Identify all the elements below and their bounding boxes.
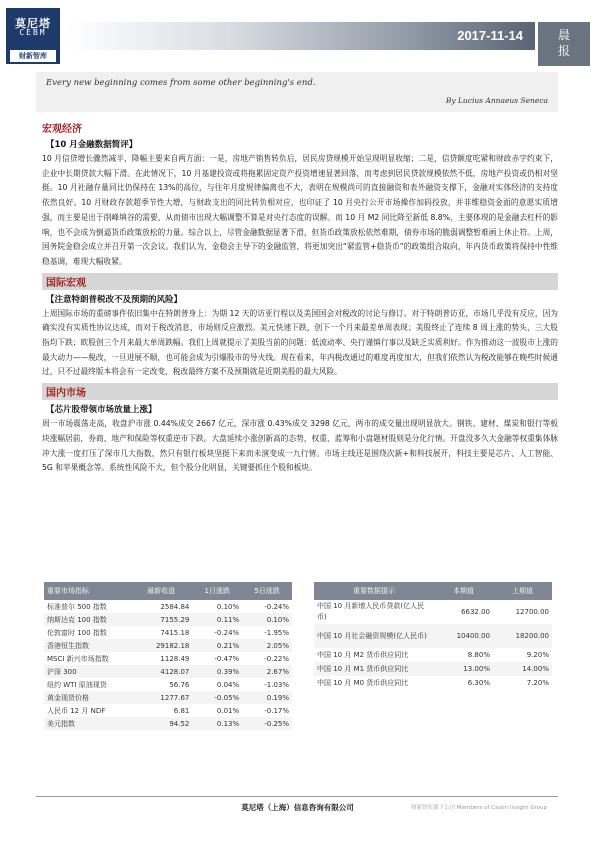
indicator-name: 黄金现货价格 xyxy=(47,693,89,702)
indicator-value: 94.52 xyxy=(169,719,190,728)
section-macro xyxy=(42,120,558,270)
market-table-body xyxy=(44,600,292,730)
indicator-value: 2584.84 xyxy=(160,602,190,611)
indicator-value: 2.05% xyxy=(266,641,289,650)
indicator-name: 标准普尔 500 指数 xyxy=(47,602,107,611)
indicator-name: 纳斯达克 100 指数 xyxy=(47,615,107,624)
indicator-value: 0.13% xyxy=(216,719,240,728)
indicator-value: 0.21% xyxy=(216,641,240,650)
data-highlights-table xyxy=(314,582,552,690)
indicator-value: -1.03% xyxy=(264,680,289,689)
indicator-value: -0.17% xyxy=(264,706,289,715)
indicator-name: 香港恒生指数 xyxy=(47,641,89,650)
table-row xyxy=(314,648,552,662)
indicator-name: 美元指数 xyxy=(47,719,75,728)
table-row xyxy=(314,600,552,624)
table-row xyxy=(314,624,552,648)
data-value-cell: 14.00% xyxy=(522,665,549,673)
column-header: 5日涨跌 xyxy=(242,582,292,600)
data-name-cell: 中国 10 月 M1 货币供应同比 xyxy=(317,665,409,673)
table-row xyxy=(44,678,292,691)
quote-text: Every new beginning comes from some other beginning's end. xyxy=(46,78,316,88)
table-row xyxy=(44,665,292,678)
footer-note: 财新智库旗下公司 Members of Caixin Insight Group xyxy=(411,805,547,811)
indicator-value: 56.76 xyxy=(169,680,190,689)
footer-divider xyxy=(36,796,558,797)
table-row xyxy=(44,626,292,639)
section-subtitle: 【注意特朗普税改不及预期的风险】 xyxy=(46,294,183,305)
column-header: 1日涨跌 xyxy=(192,582,242,600)
table-row xyxy=(44,652,292,665)
data-name-cell: 中国 10 月新增人民币贷款(亿人民币) xyxy=(317,602,425,621)
section-title: 国内市场 xyxy=(42,383,558,400)
indicator-value: -0.24% xyxy=(264,602,289,611)
section-body: 10 月信贷增长骤然减半，降幅主要来自两方面：一是，房地产销售转负后，居民房贷规模开始呈现明显收缩；二是，信贷额度吃紧和财政赤字约束下，企业中长期贷款大幅下滑。在此情况下，10 月基建投资或将拖累固定资产投资增速显著回落，而考虑到居民贷款规模依然不低，房地产投资或仍相对坚挺。10 月社融存量同比仍保持在 13%的高位，与往年月度规律偏离也不大，表明在规模尚可的直接融资和表外融资支撑下，金融对实体经济的支持度依然良好。10 月财政存款超季节性大增，与财政支出的同比转负相对应，也印证了 10 月央行公开市场操作加码投放，并非维稳资金面的意愿实质增强，而主要是出于削峰填谷的需要，从而债市出现大幅调整不算是对央行态度的误解。而 10 月 M2 同比降至新低 8.8%，主要体现的是金融去杠杆的影响，也不会成为倒逼货币政策放松的力量。综合以上，尽管金融数据显著下滑，但货币政策放松依然难期，债券市场的脆弱调整暂难画上休止符。上周，国务院金稳会成立并召开第一次会议。我们认为，金稳会主导下的金融监管，将更加突出“紧监管+稳货币”的政策组合取向，年内货币政策将保持中性维稳基调，难现大幅收紧。 xyxy=(42,154,558,266)
company-logo xyxy=(6,8,60,64)
table-row xyxy=(44,717,292,730)
indicator-value: -0.22% xyxy=(264,654,289,663)
report-date: 2017-11-14 xyxy=(457,28,523,43)
indicator-value: 7415.18 xyxy=(160,628,190,637)
column-header: 上期值 xyxy=(493,582,552,600)
indicator-value: 0.10% xyxy=(266,615,289,624)
data-name-cell: 中国 10 月 M0 货币供应同比 xyxy=(317,679,409,687)
indicator-name: MSCI 新兴市场指数 xyxy=(47,654,109,663)
indicator-value: 1277.67 xyxy=(160,693,190,702)
section-title: 宏观经济 xyxy=(42,124,82,135)
section-subtitle: 【10 月金融数据简评】 xyxy=(46,140,138,150)
market-indicators-table xyxy=(44,582,292,730)
report-header xyxy=(0,0,595,66)
indicator-value: -0.24% xyxy=(214,628,240,637)
report-type-char-1: 晨 xyxy=(557,28,570,42)
footer-company: 莫尼塔（上海）信息咨询有限公司 xyxy=(241,803,354,812)
report-footer xyxy=(0,796,595,818)
logo-chinese-name: 莫尼塔 xyxy=(15,17,51,30)
table-row xyxy=(44,691,292,704)
data-value-cell: 6.30% xyxy=(467,679,490,687)
indicator-value: -1.95% xyxy=(264,628,289,637)
table-row xyxy=(44,639,292,652)
section-body: 上周国际市场的重磅事件依旧集中在特朗普身上：为期 12 天的访亚行程以及美国国会对税改的讨论与修订。对于特朗普访亚，市场几乎没有反应，因为确实没有实质性协议达成，而对于税改消息，市场则反应激烈。美元快速下跌，创下一个月来最差单周表现；美股终止了连续 8 周上涨的势头，三大股指均下跌；欧股创三个月来最大单周跌幅。我们上周就提示了美股当前的问题：低波动率、央行谨慎行事以及缺乏实质利好。作为推动这一波股市上涨的最大动力——税改，一旦进展不顺，也可能会成为引爆股市的导火线。现在看来，年内税改通过的难度再度加大，但我们依然认为税改能够在晚些时候通过，只不过最终版本将会有一定改变，税改最终方案不及预期就是近期美股的最大风险。 xyxy=(42,308,558,377)
indicator-value: 0.19% xyxy=(266,693,289,702)
data-value-cell: 8.80% xyxy=(467,651,490,659)
indicator-value: 1128.49 xyxy=(160,654,190,663)
report-type-char-2: 报 xyxy=(557,44,570,58)
table-row xyxy=(314,662,552,676)
section-international xyxy=(42,273,558,381)
indicator-value: 0.10% xyxy=(216,602,240,611)
data-name-cell: 中国 10 月 M2 货币供应同比 xyxy=(317,651,409,659)
section-body: 周一市场震荡走高，收盘沪市涨 0.44%成交 2667 亿元，深市涨 0.43%成交 3298 亿元，两市的成交量出现明显放大。钢铁、建材、煤炭和银行等板块涨幅居前，券商、地产和保险等权重逆市下跌。大盘延续小涨创新高的态势，权重、蓝筹和小盘题材股则是分化行情。开盘没多久大金融等权重集体脉冲大涨一度打压了深市几大指数，然只有银行板块坚挺下来而未演变成一九行情。市场主线还是围绕次新+和科技展开，科技主要是芯片、人工智能、5G 和苹果概念等。系统性风险不大，但个股分化明显，关键要抓住个股和板块。 xyxy=(42,419,558,473)
indicator-name: 沪深 300 xyxy=(47,667,77,676)
indicator-value: 0.39% xyxy=(216,667,240,676)
indicator-value: 0.01% xyxy=(216,706,240,715)
logo-english-name: CEBM xyxy=(19,28,47,37)
indicator-value: 0.11% xyxy=(216,615,240,624)
indicator-value: 6.81 xyxy=(173,706,190,715)
data-value-cell: 13.00% xyxy=(463,665,490,673)
logo-subtitle: 财新智库 xyxy=(10,50,56,62)
indicator-value: 29182.18 xyxy=(155,641,190,650)
section-subtitle: 【芯片股带领市场放量上涨】 xyxy=(46,405,157,416)
data-value-cell: 10400.00 xyxy=(456,632,490,640)
column-header: 重要市场指标 xyxy=(44,582,130,600)
indicator-value: 4128.07 xyxy=(160,667,190,676)
quote-author: By Lucius Annaeus Seneca xyxy=(445,96,548,105)
data-name-cell: 中国 10 月社会融资规模(亿人民币) xyxy=(317,631,427,640)
data-value-cell: 6632.00 xyxy=(461,608,490,616)
indicator-value: 0.04% xyxy=(216,680,240,689)
column-header: 重要数据提示 xyxy=(314,582,434,600)
section-domestic xyxy=(42,383,558,476)
indicator-value: -0.05% xyxy=(214,693,240,702)
column-header: 本期值 xyxy=(434,582,493,600)
table-row xyxy=(44,704,292,717)
report-content xyxy=(42,120,558,479)
table-header-row xyxy=(314,582,552,600)
indicator-value: 7155.29 xyxy=(160,615,190,624)
data-table-body xyxy=(314,600,552,690)
indicator-value: 2.67% xyxy=(266,667,289,676)
column-header: 最新收盘 xyxy=(130,582,192,600)
data-value-cell: 7.20% xyxy=(526,679,549,687)
table-header-row xyxy=(44,582,292,600)
table-row xyxy=(314,676,552,690)
indicator-name: 纽约 WTI 原油现货 xyxy=(47,680,107,689)
data-value-cell: 12700.00 xyxy=(515,608,549,616)
data-value-cell: 18200.00 xyxy=(515,632,549,640)
table-row xyxy=(44,613,292,626)
indicator-value: -0.47% xyxy=(214,654,240,663)
quote-bar xyxy=(36,72,558,112)
data-value-cell: 9.20% xyxy=(526,651,549,659)
table-row xyxy=(44,600,292,613)
indicator-value: -0.25% xyxy=(264,719,289,728)
indicator-name: 伦敦富时 100 指数 xyxy=(47,628,107,637)
section-title: 国际宏观 xyxy=(42,273,558,290)
report-type-tab xyxy=(538,22,590,66)
indicator-name: 人民币 12 月 NDF xyxy=(47,706,106,715)
header-banner xyxy=(66,22,535,50)
